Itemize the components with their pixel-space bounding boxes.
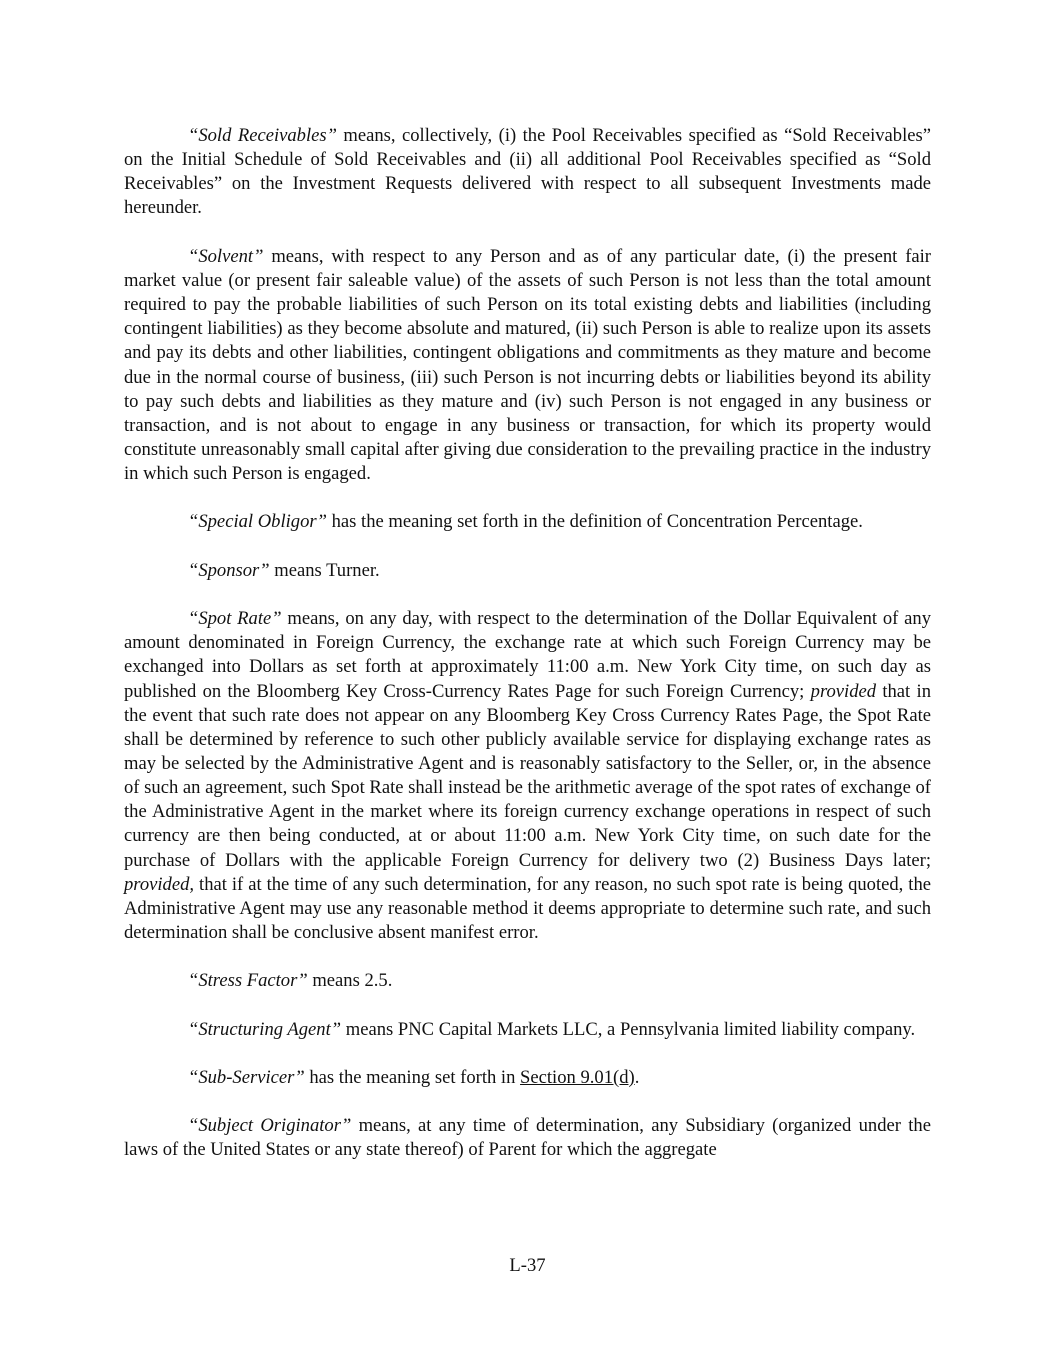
definition-text: has the meaning set forth in the definition of Concentration Percentage. [326,511,863,533]
definition-solvent [124,245,931,487]
defined-term: “Special Obligor” [188,511,327,533]
definition-text: means, collectively, (i) the Pool Receivables specified as “Sold Receivables” on the Initial Schedule of Sold Receivables and (ii) all additional Pool Receivables specified as “Sold Receivables” on the Investment Requests delivered with respect to all subsequent Investments made hereunder. [124,125,931,219]
section-reference-link[interactable]: Section 9.01(d) [520,1066,635,1088]
defined-term: “Sub-Servicer” [188,1066,305,1088]
definition-sold-receivables [124,124,931,221]
defined-term: “Spot Rate” [188,608,282,630]
definition-text: that if at the time of any such determination, for any reason, no such spot rate is being quoted, the Administrative Agent may use any reasonable method it deems appropriate to determine such rate, and such determination shall be conclusive absent manifest error. [124,873,931,944]
definition-text: means, with respect to any Person and as of any particular date, (i) the present fair market value (or present fair saleable value) of the assets of such Person is not less than the total amount required to pay the probable liabilities of such Person on its total existing debts and liabilities (including contingent liabilities) as they become absolute and matured, (ii) such Person is able to realize upon its assets and pay its debts and other liabilities, contingent obligations and commitments as they mature and become due in the normal course of business, (iii) such Person is not incurring debts or liabilities beyond its ability to pay such debts and liabilities as they mature and (iv) such Person is not engaged in any business or transaction, and is not about to engage in any business or transaction, for which its property would constitute unreasonably small capital after giving due consideration to the prevailing practice in the industry in which such Person is engaged. [124,245,931,485]
definition-structuring-agent [124,1018,931,1042]
defined-term: “Sponsor” [188,559,270,581]
definition-text: means Turner. [269,559,380,581]
definition-text: that in the event that such rate does not appear on any Bloomberg Key Cross Currency Rates Page, the Spot Rate shall be determined by reference to such other publicly available service for displaying exchange rates as may be selected by the Administrative Agent and is reasonably satisfactory to the Seller, or, in the absence of such an agreement, such Spot Rate shall instead be the arithmetic average of the spot rates of exchange of the Administrative Agent in the market where its foreign currency exchange operations in respect of such currency are then being conducted, at or about 11:00 a.m. New York City time, on such date for the purchase of Dollars with the applicable Foreign Currency for delivery two (2) Business Days later; [124,680,931,871]
definition-text: means, on any day, with respect to the determination of the Dollar Equivalent of any amount denominated in Foreign Currency, the exchange rate at which such Foreign Currency may be exchanged into Dollars as set forth at approximately 11:00 a.m. New York City time, on such day as published on the Bloomberg Key Cross-Currency Rates Page for such Foreign Currency; [124,608,932,702]
defined-term: “Sold Receivables” [188,125,337,146]
defined-term: “Stress Factor” [188,970,308,992]
definition-sponsor [124,559,931,583]
definition-text: . [634,1066,640,1088]
proviso-emphasis: provided [810,680,877,702]
document-body [124,124,931,1187]
defined-term: “Subject Originator” [188,1115,352,1137]
definition-stress-factor [124,969,931,993]
definition-text: has the meaning set forth in [304,1066,521,1088]
definition-special-obligor [124,510,931,534]
definition-subject-originator [124,1114,931,1162]
page-number: L-37 [509,1255,546,1276]
definition-text: means PNC Capital Markets LLC, a Pennsylvania limited liability company. [341,1018,916,1040]
definition-text: means 2.5. [307,970,393,992]
definition-sub-servicer [124,1066,931,1090]
definition-text: means, at any time of determination, any Subsidiary (organized under the laws of the United States or any state thereof) of Parent for which the aggregate [124,1115,931,1161]
definition-spot-rate [124,607,931,945]
defined-term: “Solvent” [188,245,264,267]
proviso-emphasis: provided, [124,873,195,895]
defined-term: “Structuring Agent” [188,1018,342,1040]
